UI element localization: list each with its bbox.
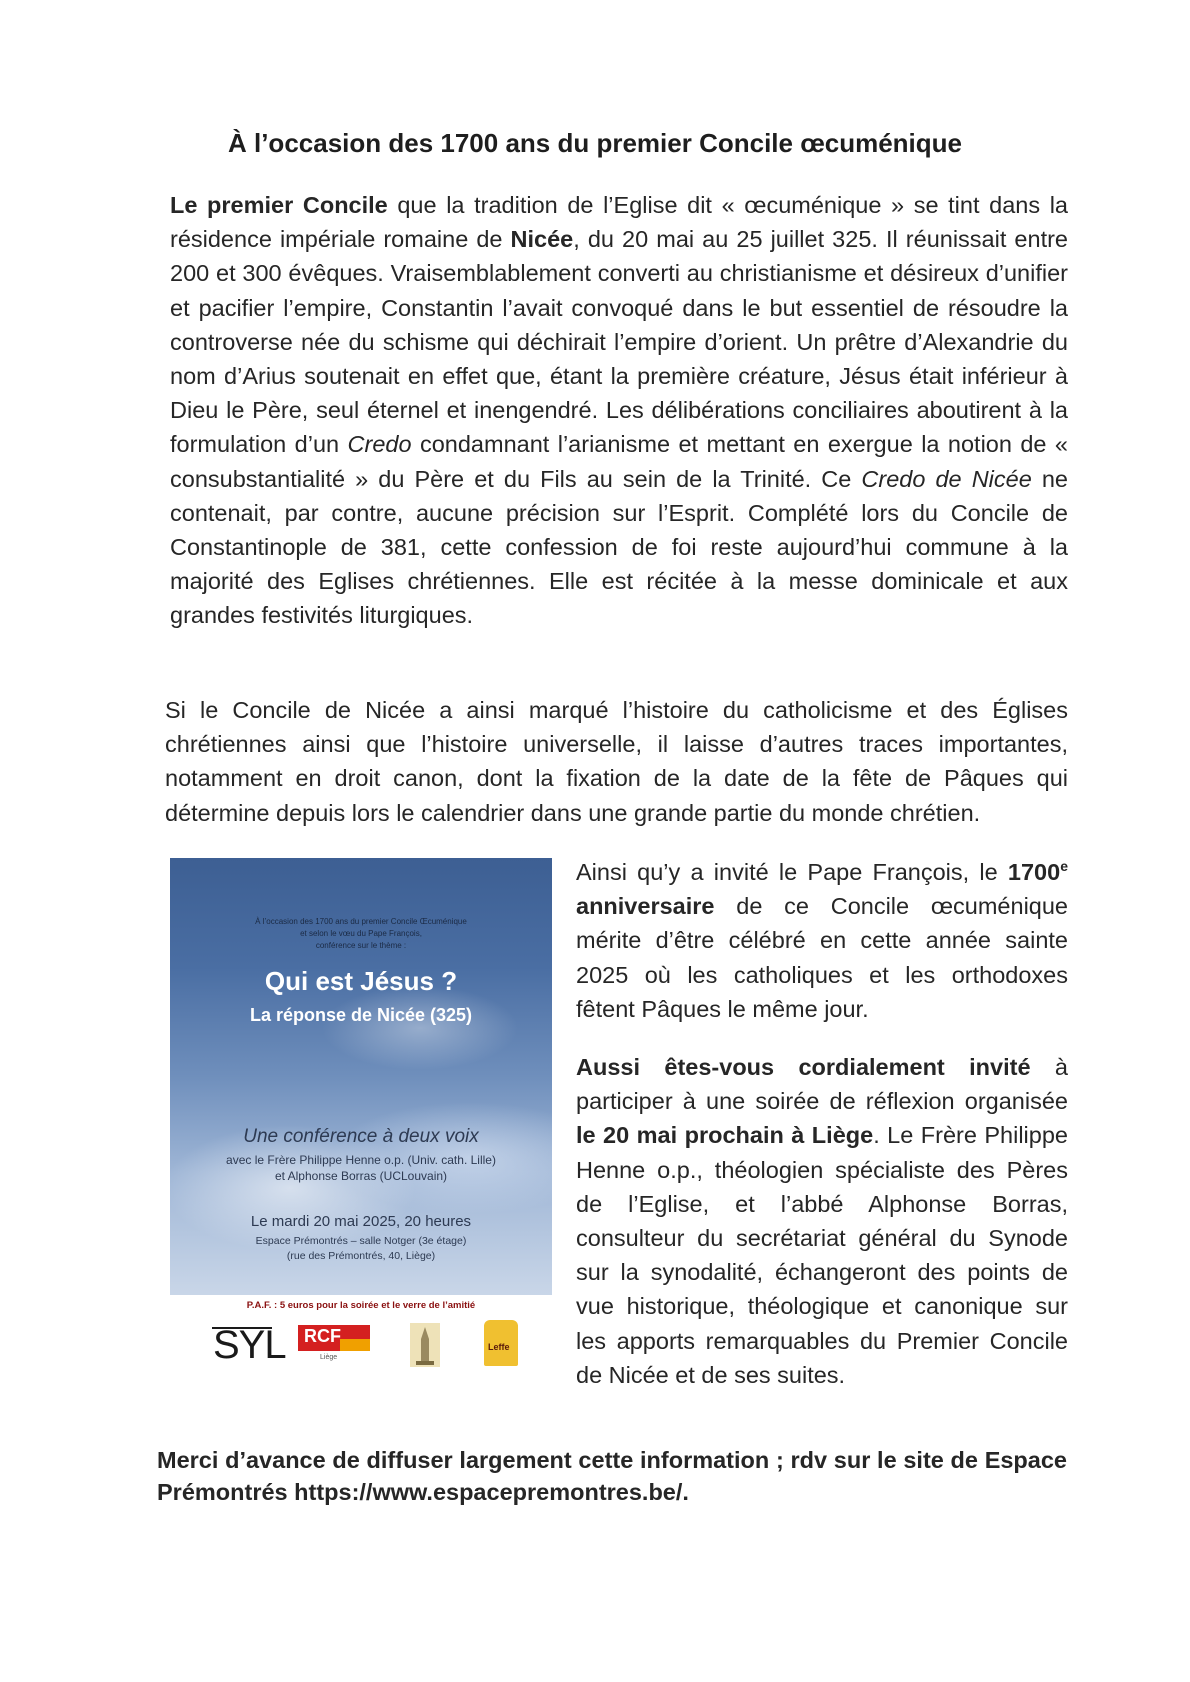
text-span: condamnant l’arianisme et mettant en exergue la notion de « consubstantialité » du Père et du Fils au sein de la Trinité. Ce	[170, 431, 1068, 492]
poster-venue-line: Espace Prémontrés – salle Notger (3e étage)	[255, 1235, 467, 1247]
rcf-logo-text: RCF	[304, 1326, 341, 1346]
closing-note: Merci d’avance de diffuser largement cette information ; rdv sur le site de Espace Prémontrés https://www.espacepremontres.be/.	[157, 1447, 1067, 1505]
tower-icon	[410, 1323, 440, 1367]
page-title: À l’occasion des 1700 ans du premier Concile œcuménique	[227, 128, 962, 158]
syl-logo: SYL	[213, 1323, 286, 1367]
poster-speaker-line: et Alphonse Borras (UCLouvain)	[274, 1169, 448, 1183]
rcf-logo	[298, 1325, 370, 1365]
rcf-logo-stripe	[340, 1339, 370, 1351]
bold-text: Le premier Concile	[170, 192, 388, 218]
sponsor-logos	[200, 1315, 540, 1371]
paragraph-council-legacy: Si le Concile de Nicée a ainsi marqué l’histoire du catholicisme et des Églises chrétiennes ainsi que l’histoire universelle, il laisse d’autres traces importantes, notamment en droit canon, dont la fixation de la date de la fête de Pâques qui détermine depuis lors le calendrier dans une grande partie du monde chrétien.	[165, 697, 1068, 826]
bold-text: le 20 mai prochain à Liège	[576, 1122, 874, 1149]
text-span: que la tradition de l’Eglise dit « œcuménique » se tint dans la résidence impériale romaine de	[170, 192, 1068, 253]
poster-venue	[190, 1234, 532, 1264]
leffe-logo	[484, 1320, 518, 1366]
poster-conference-label: Une conférence à deux voix	[243, 1126, 479, 1147]
bold-text: Aussi êtes-vous cordialement invité	[576, 1054, 1031, 1080]
poster-venue-line: (rue des Prémontrés, 40, Liège)	[286, 1250, 436, 1262]
italic-text: Credo	[347, 431, 412, 458]
text-span: . Le Frère Philippe Henne o.p., théologien spécialiste des Pères de l’Eglise, et l’abbé Alphonse Borras, consulteur du secrétariat général du Synode sur la synodalité, échangeront des points de vue historique, théologique et canonique sur les apports remarquables du Premier Concile de Nicée et de ses suites.	[576, 1122, 1068, 1388]
superscript: e	[1060, 858, 1068, 875]
tower-logo	[410, 1323, 440, 1367]
poster-subtitle: La réponse de Nicée (325)	[249, 1005, 473, 1025]
text-span: de ce Concile œcuménique mérite d’être célébré en cette année sainte 2025 où les catholiques et les orthodoxes fêtent Pâques le même jour.	[576, 893, 1068, 1022]
text-span: anniversaire	[576, 893, 715, 920]
conference-poster	[170, 858, 552, 1295]
poster-paf: P.A.F. : 5 euros pour la soirée et le verre de l’amitié	[246, 1300, 476, 1311]
paragraph-invitation	[576, 1050, 1068, 1392]
poster-intro	[230, 916, 492, 952]
text-span: 1700	[1007, 859, 1061, 885]
poster-title: Qui est Jésus ?	[264, 966, 458, 996]
italic-text: Credo de Nicée	[861, 465, 1032, 492]
poster-speakers	[190, 1152, 532, 1184]
paragraph-council-history	[170, 188, 1068, 633]
poster-intro-line: conférence sur le thème :	[315, 941, 407, 950]
text-span: , du 20 mai au 25 juillet 325. Il réunissait entre 200 et 300 évêques. Vraisemblablement converti au christianisme et désireux d’unifier et pacifier l’empire, Constantin l’avait convoqué dans le but essentiel de résoudre la controverse née du schisme qui déchirait l’empire d’orient. Un prêtre d’Alexandrie du nom d’Arius soutenait en effet que, étant la première créature, Jésus était inférieur à Dieu le Père, seul éternel et inengendré. Les délibérations conciliaires aboutirent à la formulation d’un	[170, 226, 1068, 458]
text-span: à participer à une soirée de réflexion organisée	[576, 1054, 1068, 1115]
poster-date: Le mardi 20 mai 2025, 20 heures	[250, 1213, 472, 1230]
poster-intro-line: et selon le vœu du Pape François,	[300, 929, 422, 938]
poster-speaker-line: avec le Frère Philippe Henne o.p. (Univ. cath. Lille)	[226, 1153, 496, 1167]
text-span: Ainsi qu’y a invité le Pape François, le	[576, 859, 1008, 885]
text-span: ne contenait, par contre, aucune précision sur l’Esprit. Complété lors du Concile de Constantinople de 381, cette confession de foi reste aujourd’hui commune à la majorité des Eglises chrétiennes. Elle est récitée à la messe dominicale et aux grandes festivités liturgiques.	[170, 465, 1068, 629]
poster-intro-line: À l’occasion des 1700 ans du premier Concile Œcuménique	[255, 917, 467, 926]
leffe-logo-text: Leffe	[488, 1342, 510, 1352]
paragraph-anniversary	[576, 855, 1068, 1026]
rcf-logo-subtext: Liège	[320, 1354, 338, 1361]
bold-text: Nicée	[510, 226, 574, 253]
